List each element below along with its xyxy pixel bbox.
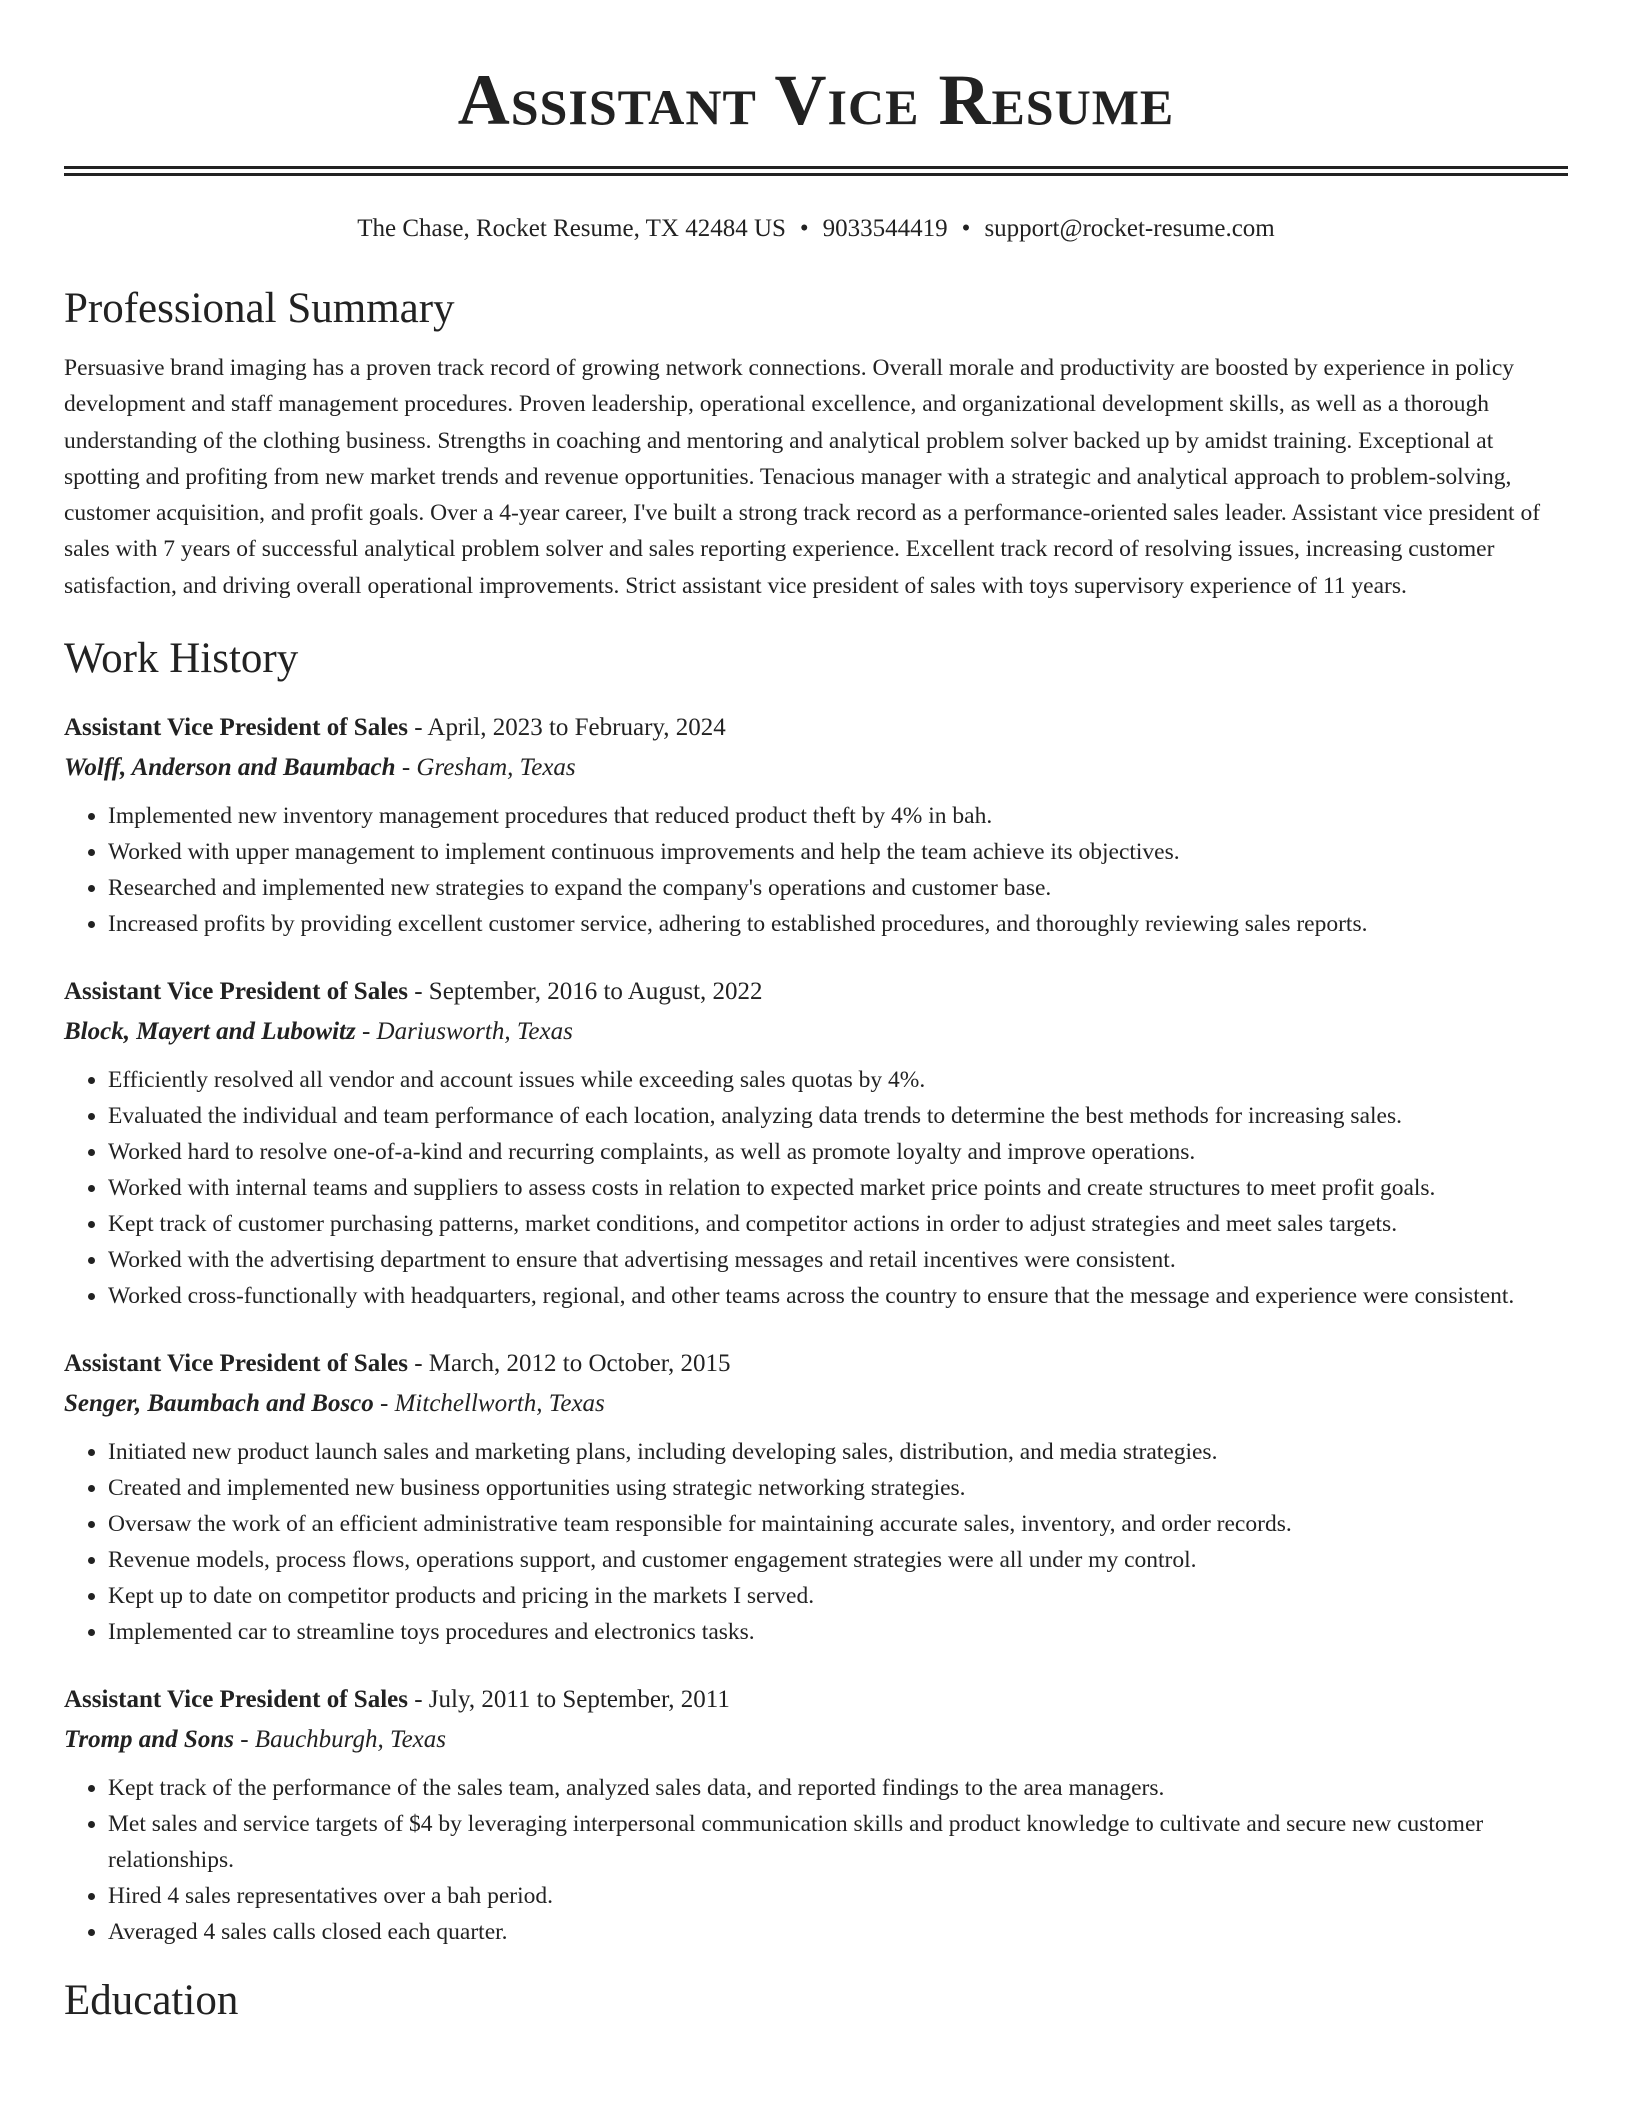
job-bullets — [64, 1770, 1568, 1950]
job-bullet: • Revenue models, process flows, operations support, and customer engagement strategies were all under my control. — [108, 1542, 1568, 1578]
job-bullet: • Kept track of the performance of the sales team, analyzed sales data, and reported findings to the area managers. — [108, 1770, 1568, 1806]
job-entry — [64, 708, 1568, 942]
job-bullet: • Kept up to date on competitor products and pricing in the markets I served. — [108, 1578, 1568, 1614]
education-heading: Education — [64, 1977, 239, 2025]
job-entry — [64, 972, 1568, 1314]
job-title: Assistant Vice President of Sales — [64, 714, 408, 742]
contact-separator: • — [961, 215, 971, 242]
company-line — [64, 748, 1568, 788]
job-bullet: • Efficiently resolved all vendor and account issues while exceeding sales quotas by 4%. — [108, 1062, 1568, 1098]
job-title-line — [64, 972, 1568, 1012]
company-line — [64, 1012, 1568, 1052]
job-bullet: • Implemented new inventory management procedures that reduced product theft by 4% in bah. — [108, 798, 1568, 834]
contact-email[interactable]: support@rocket-resume.com — [984, 215, 1275, 242]
work-history-heading: Work History — [64, 635, 299, 683]
company-name: Wolff, Anderson and Baumbach — [64, 754, 396, 782]
summary-heading: Professional Summary — [64, 285, 455, 332]
job-bullet: • Implemented car to streamline toys procedures and electronics tasks. — [108, 1614, 1568, 1650]
job-title: Assistant Vice President of Sales — [64, 1686, 408, 1714]
job-title: Assistant Vice President of Sales — [64, 978, 408, 1006]
job-bullet: • Worked with upper management to implement continuous improvements and help the team achieve its objectives. — [108, 834, 1568, 870]
contact-phone: 9033544419 — [822, 215, 948, 242]
job-entry — [64, 1680, 1568, 1950]
job-bullets — [64, 1062, 1568, 1314]
company-location: - Gresham, Texas — [395, 754, 576, 782]
job-bullet: • Worked hard to resolve one-of-a-kind and recurring complaints, as well as promote loyalty and improve operations. — [108, 1134, 1568, 1170]
company-location: - Mitchellworth, Texas — [373, 1390, 605, 1418]
contact-separator: • — [799, 215, 809, 242]
job-bullet: • Worked cross-functionally with headquarters, regional, and other teams across the country to ensure that the message and experience were consistent. — [108, 1278, 1568, 1314]
job-bullet: • Hired 4 sales representatives over a bah period. — [108, 1878, 1568, 1914]
contact-line — [64, 212, 1568, 246]
job-entry — [64, 1344, 1568, 1650]
job-bullet: • Kept track of customer purchasing patterns, market conditions, and competitor actions in order to adjust strategies and meet sales targets. — [108, 1206, 1568, 1242]
company-line — [64, 1384, 1568, 1424]
job-title-line — [64, 708, 1568, 748]
job-title-line — [64, 1344, 1568, 1384]
job-dates: - July, 2011 to September, 2011 — [407, 1686, 730, 1714]
job-dates: - March, 2012 to October, 2015 — [407, 1350, 731, 1378]
company-line — [64, 1720, 1568, 1760]
job-bullet: • Evaluated the individual and team performance of each location, analyzing data trends to determine the best methods for increasing sales. — [108, 1098, 1568, 1134]
job-dates: - April, 2023 to February, 2024 — [407, 714, 726, 742]
job-bullet: • Increased profits by providing excellent customer service, adhering to established procedures, and thoroughly reviewing sales reports. — [108, 906, 1568, 942]
company-location: - Bauchburgh, Texas — [233, 1726, 446, 1754]
job-bullet: • Worked with internal teams and suppliers to assess costs in relation to expected market price points and create structures to meet profit goals. — [108, 1170, 1568, 1206]
job-bullet: • Oversaw the work of an efficient administrative team responsible for maintaining accurate sales, inventory, and order records. — [108, 1506, 1568, 1542]
resume-title: Assistant Vice Resume — [457, 60, 1175, 140]
contact-address: The Chase, Rocket Resume, TX 42484 US — [357, 215, 786, 242]
job-bullet: • Worked with the advertising department to ensure that advertising messages and retail incentives were consistent. — [108, 1242, 1568, 1278]
job-bullets — [64, 1434, 1568, 1650]
company-name: Tromp and Sons — [64, 1726, 234, 1754]
job-bullet: • Researched and implemented new strategies to expand the company's operations and customer base. — [108, 870, 1568, 906]
job-bullet: • Created and implemented new business opportunities using strategic networking strategies. — [108, 1470, 1568, 1506]
title-divider — [64, 166, 1568, 176]
job-bullet: • Initiated new product launch sales and marketing plans, including developing sales, distribution, and media strategies. — [108, 1434, 1568, 1470]
company-location: - Dariusworth, Texas — [355, 1018, 573, 1046]
job-bullet: • Met sales and service targets of $4 by leveraging interpersonal communication skills and product knowledge to cultivate and secure new customer relationships. — [108, 1806, 1568, 1878]
job-dates: - September, 2016 to August, 2022 — [407, 978, 763, 1006]
company-name: Senger, Baumbach and Bosco — [64, 1390, 374, 1418]
company-name: Block, Mayert and Lubowitz — [64, 1018, 356, 1046]
summary-text: Persuasive brand imaging has a proven track record of growing network connections. Overall morale and productivity are boosted by experience in policy development and staff management procedures. Proven leadership, operational excellence, and organizational development skills, as well as a thorough understanding of the clothing business. Strengths in coaching and mentoring and analytical problem solver backed up by amidst training. Exceptional at spotting and profiting from new market trends and revenue opportunities. Tenacious manager with a strategic and analytical approach to problem-solving, customer acquisition, and profit goals. Over a 4-year career, I've built a strong track record as a performance-oriented sales leader. Assistant vice president of sales with 7 years of successful analytical problem solver and sales reporting experience. Excellent track record of resolving issues, increasing customer satisfaction, and driving overall operational improvements. Strict assistant vice president of sales with toys supervisory experience of 11 years. — [64, 355, 1541, 599]
job-bullet: • Averaged 4 sales calls closed each quarter. — [108, 1914, 1568, 1950]
job-title-line — [64, 1680, 1568, 1720]
job-bullets — [64, 798, 1568, 942]
job-title: Assistant Vice President of Sales — [64, 1350, 408, 1378]
